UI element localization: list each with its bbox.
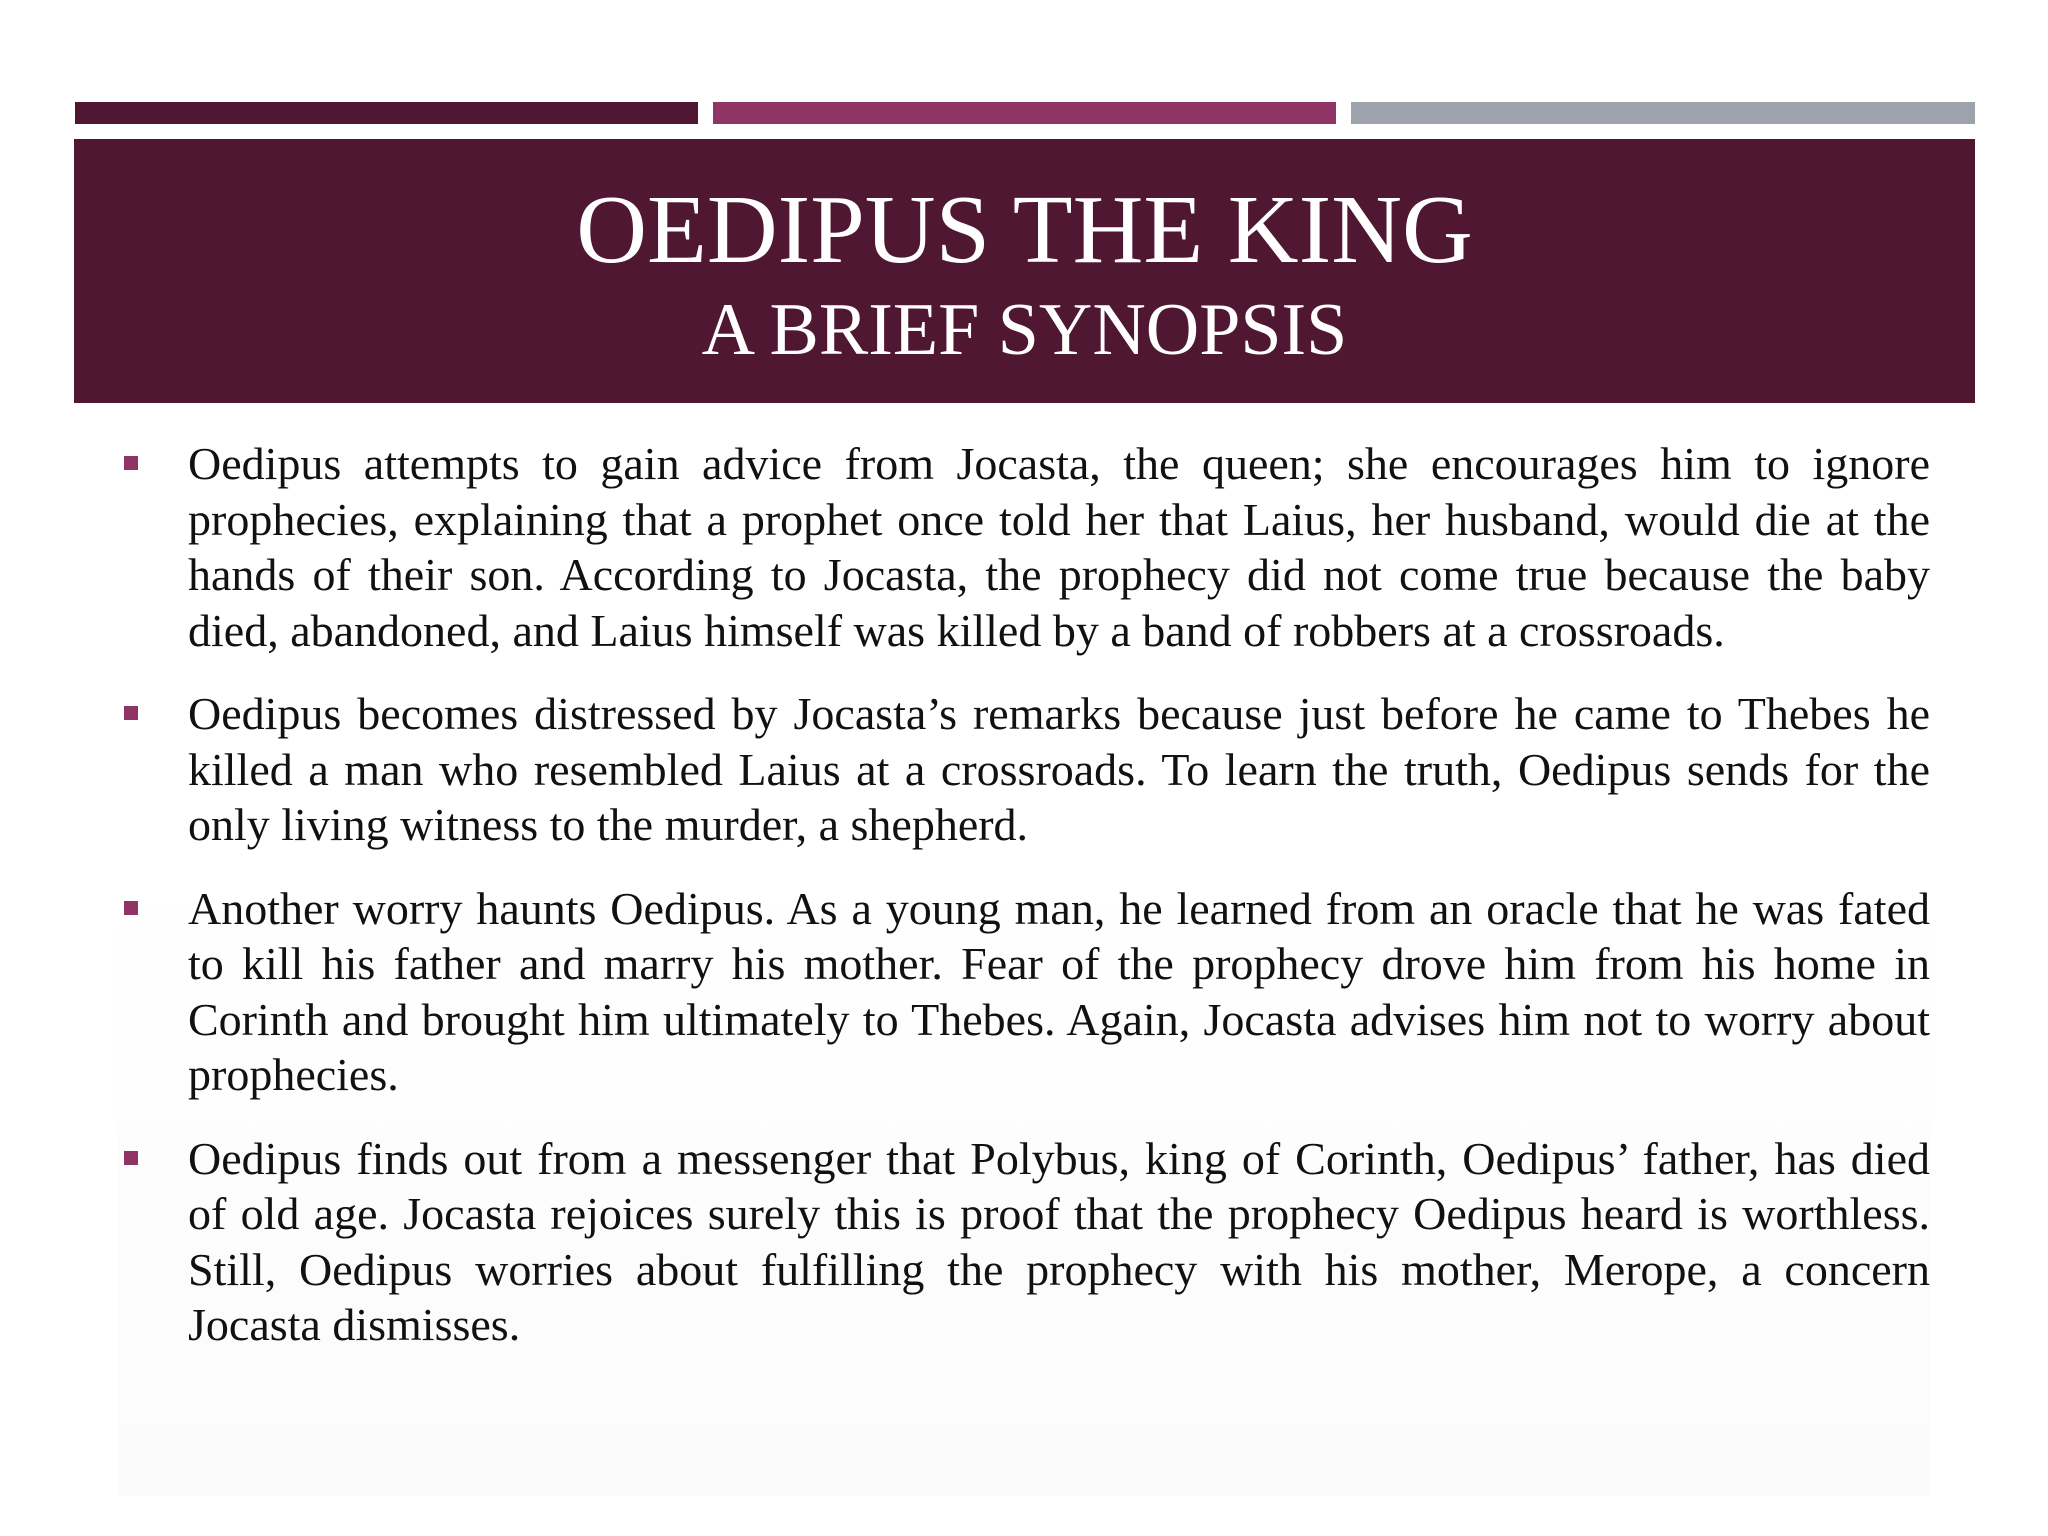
bullet-text: Oedipus becomes distressed by Jocasta’s remarks because just before he came to Thebes he killed a man who resembled Laius at a crossroads. To learn the truth, Oedipus sends for the only living witness to the murder, a shepherd. <box>188 688 1930 850</box>
bullet-list <box>118 436 1930 1353</box>
slide-title: OEDIPUS THE KING <box>576 176 1473 284</box>
title-banner <box>74 139 1975 403</box>
square-bullet-icon <box>124 901 138 915</box>
bullet-text: Oedipus finds out from a messenger that Polybus, king of Corinth, Oedipus’ father, has died of old age. Jocasta rejoices surely this is proof that the prophecy Oedipus heard is worthless. Still, Oedipus worries about fulfilling the prophecy with his mother, Merope, a concern Jocasta dismisses. <box>188 1132 1930 1350</box>
square-bullet-icon <box>124 1151 138 1165</box>
top-bar-dark <box>75 102 698 124</box>
slide-subtitle: A BRIEF SYNOPSIS <box>701 289 1348 371</box>
bullet-item <box>118 1131 1930 1353</box>
bullet-item <box>118 881 1930 1103</box>
square-bullet-icon <box>124 706 138 720</box>
square-bullet-icon <box>124 456 138 470</box>
top-bar-gray <box>1351 102 1975 124</box>
top-bar-magenta <box>713 102 1336 124</box>
content-area <box>118 436 1930 1496</box>
bullet-item <box>118 686 1930 853</box>
bullet-text: Oedipus attempts to gain advice from Jocasta, the queen; she encourages him to ignore prophecies, explaining that a prophet once told her that Laius, her husband, would die at the hands of their son. According to Jocasta, the prophecy did not come true because the baby died, abandoned, and Laius himself was killed by a band of robbers at a crossroads. <box>188 438 1930 656</box>
decorative-top-bars <box>75 102 1975 124</box>
bullet-item <box>118 436 1930 658</box>
bullet-text: Another worry haunts Oedipus. As a young man, he learned from an oracle that he was fated to kill his father and marry his mother. Fear of the prophecy drove him from his home in Corinth and brought him ultimately to Thebes. Again, Jocasta advises him not to worry about prophecies. <box>188 882 1930 1100</box>
